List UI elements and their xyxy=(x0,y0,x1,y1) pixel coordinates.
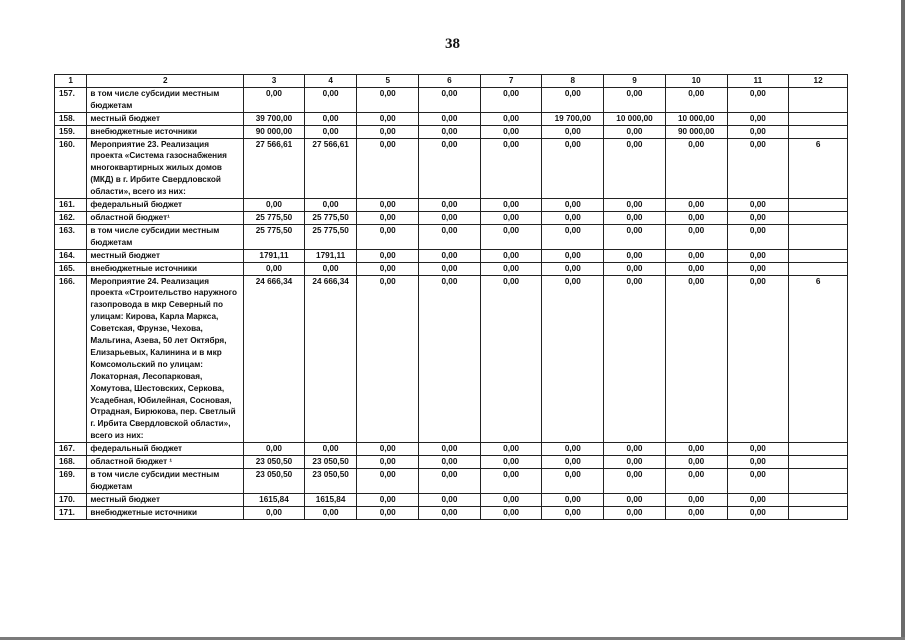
value-cell: 0,00 xyxy=(480,443,542,456)
column-number-header: 12 xyxy=(789,75,848,88)
value-cell: 0,00 xyxy=(604,275,666,443)
value-cell: 0,00 xyxy=(419,125,481,138)
value-cell: 0,00 xyxy=(727,87,789,112)
value-cell: 0,00 xyxy=(604,443,666,456)
value-cell: 6 xyxy=(789,138,848,199)
value-cell: 0,00 xyxy=(357,224,419,249)
row-name-cell: местный бюджет xyxy=(87,112,244,125)
value-cell: 0,00 xyxy=(727,275,789,443)
value-cell: 0,00 xyxy=(419,112,481,125)
value-cell: 0,00 xyxy=(304,87,357,112)
row-number-cell: 171. xyxy=(55,506,87,519)
table-row xyxy=(55,112,848,125)
table-row xyxy=(55,469,848,494)
value-cell: 0,00 xyxy=(665,506,727,519)
value-cell xyxy=(789,506,848,519)
value-cell: 0,00 xyxy=(419,138,481,199)
value-cell xyxy=(789,249,848,262)
row-name-cell: в том числе субсидии местным бюджетам xyxy=(87,224,244,249)
value-cell: 0,00 xyxy=(604,262,666,275)
value-cell: 0,00 xyxy=(304,262,357,275)
table-row xyxy=(55,199,848,212)
row-number-cell: 159. xyxy=(55,125,87,138)
value-cell: 23 050,50 xyxy=(304,456,357,469)
value-cell: 1791,11 xyxy=(244,249,305,262)
row-name-cell: внебюджетные источники xyxy=(87,262,244,275)
value-cell: 0,00 xyxy=(480,138,542,199)
value-cell: 0,00 xyxy=(727,211,789,224)
value-cell: 0,00 xyxy=(480,469,542,494)
value-cell: 0,00 xyxy=(604,249,666,262)
value-cell: 0,00 xyxy=(480,506,542,519)
value-cell: 90 000,00 xyxy=(665,125,727,138)
row-number-cell: 168. xyxy=(55,456,87,469)
value-cell: 0,00 xyxy=(665,456,727,469)
column-number-header: 5 xyxy=(357,75,419,88)
row-name-cell: в том числе субсидии местным бюджетам xyxy=(87,469,244,494)
value-cell: 0,00 xyxy=(604,456,666,469)
value-cell: 90 000,00 xyxy=(244,125,305,138)
value-cell: 0,00 xyxy=(419,199,481,212)
value-cell: 0,00 xyxy=(665,275,727,443)
value-cell: 0,00 xyxy=(357,443,419,456)
table-row xyxy=(55,262,848,275)
value-cell: 0,00 xyxy=(604,211,666,224)
value-cell: 27 566,61 xyxy=(304,138,357,199)
value-cell: 0,00 xyxy=(542,262,604,275)
value-cell: 0,00 xyxy=(665,211,727,224)
value-cell: 0,00 xyxy=(419,262,481,275)
value-cell: 0,00 xyxy=(727,138,789,199)
value-cell: 1615,84 xyxy=(304,493,357,506)
value-cell: 0,00 xyxy=(419,224,481,249)
row-name-cell: внебюджетные источники xyxy=(87,506,244,519)
value-cell: 0,00 xyxy=(604,506,666,519)
value-cell: 0,00 xyxy=(542,275,604,443)
value-cell: 0,00 xyxy=(665,469,727,494)
value-cell: 0,00 xyxy=(480,456,542,469)
value-cell: 0,00 xyxy=(357,493,419,506)
value-cell: 0,00 xyxy=(542,469,604,494)
table-row xyxy=(55,443,848,456)
value-cell xyxy=(789,443,848,456)
row-name-cell: областной бюджет¹ xyxy=(87,211,244,224)
value-cell: 25 775,50 xyxy=(244,211,305,224)
row-number-cell: 164. xyxy=(55,249,87,262)
value-cell: 0,00 xyxy=(542,249,604,262)
value-cell: 0,00 xyxy=(419,506,481,519)
value-cell xyxy=(789,469,848,494)
value-cell xyxy=(789,211,848,224)
value-cell: 0,00 xyxy=(419,456,481,469)
value-cell: 0,00 xyxy=(480,112,542,125)
row-name-cell: федеральный бюджет xyxy=(87,199,244,212)
value-cell: 0,00 xyxy=(357,199,419,212)
value-cell: 19 700,00 xyxy=(542,112,604,125)
table-row xyxy=(55,249,848,262)
value-cell: 0,00 xyxy=(480,125,542,138)
row-number-cell: 157. xyxy=(55,87,87,112)
value-cell: 0,00 xyxy=(727,199,789,212)
value-cell: 0,00 xyxy=(357,456,419,469)
value-cell: 0,00 xyxy=(727,125,789,138)
table-row xyxy=(55,224,848,249)
value-cell: 0,00 xyxy=(480,224,542,249)
row-name-cell: в том числе субсидии местным бюджетам xyxy=(87,87,244,112)
value-cell xyxy=(789,262,848,275)
row-number-cell: 161. xyxy=(55,199,87,212)
value-cell xyxy=(789,493,848,506)
value-cell: 0,00 xyxy=(357,469,419,494)
row-name-cell: Мероприятие 24. Реализация проекта «Строительство наружного газопровода в мкр Северный по улицам: Кирова, Карла Маркса, Советская, Фрунзе, Чехова, Мальгина, Азева, 50 лет Октября, Елизарьевых, Калинина и в мкр Комсомольский по улицам: Локаторная, Лесопарковая, Хомутова, Шестовских, Серкова, Усадебная, Юбилейная, Сосновая, Отрадная, Бирюкова, пер. Светлый г. Ирбита Свердловской области», всего из них: xyxy=(87,275,244,443)
row-name-cell: Мероприятие 23. Реализация проекта «Система газоснабжения многоквартирных жилых домов (МКД) в г. Ирбите Свердловской области», всего из них: xyxy=(87,138,244,199)
value-cell: 0,00 xyxy=(419,87,481,112)
value-cell: 0,00 xyxy=(604,199,666,212)
table-row xyxy=(55,211,848,224)
value-cell: 0,00 xyxy=(480,211,542,224)
value-cell: 10 000,00 xyxy=(604,112,666,125)
value-cell: 0,00 xyxy=(542,138,604,199)
table-row xyxy=(55,456,848,469)
row-number-cell: 169. xyxy=(55,469,87,494)
value-cell xyxy=(789,125,848,138)
row-name-cell: федеральный бюджет xyxy=(87,443,244,456)
value-cell: 25 775,50 xyxy=(304,224,357,249)
column-number-header: 9 xyxy=(604,75,666,88)
value-cell: 0,00 xyxy=(727,456,789,469)
value-cell: 0,00 xyxy=(727,224,789,249)
value-cell: 0,00 xyxy=(604,87,666,112)
row-name-cell: местный бюджет xyxy=(87,493,244,506)
value-cell: 0,00 xyxy=(357,262,419,275)
value-cell: 0,00 xyxy=(419,443,481,456)
value-cell: 0,00 xyxy=(357,275,419,443)
value-cell: 0,00 xyxy=(604,138,666,199)
row-number-cell: 158. xyxy=(55,112,87,125)
value-cell: 0,00 xyxy=(244,262,305,275)
value-cell: 24 666,34 xyxy=(244,275,305,443)
column-number-header: 11 xyxy=(727,75,789,88)
value-cell: 0,00 xyxy=(665,262,727,275)
budget-table xyxy=(54,74,848,520)
value-cell: 0,00 xyxy=(357,506,419,519)
value-cell: 0,00 xyxy=(727,469,789,494)
value-cell: 0,00 xyxy=(419,493,481,506)
value-cell: 0,00 xyxy=(244,199,305,212)
row-number-cell: 166. xyxy=(55,275,87,443)
value-cell: 0,00 xyxy=(419,211,481,224)
value-cell: 27 566,61 xyxy=(244,138,305,199)
value-cell: 24 666,34 xyxy=(304,275,357,443)
value-cell: 0,00 xyxy=(727,112,789,125)
value-cell: 0,00 xyxy=(304,199,357,212)
row-number-cell: 162. xyxy=(55,211,87,224)
value-cell xyxy=(789,224,848,249)
value-cell: 0,00 xyxy=(542,199,604,212)
value-cell: 0,00 xyxy=(542,443,604,456)
column-number-header: 3 xyxy=(244,75,305,88)
row-number-cell: 165. xyxy=(55,262,87,275)
value-cell: 0,00 xyxy=(542,125,604,138)
table-row xyxy=(55,493,848,506)
value-cell xyxy=(789,456,848,469)
value-cell xyxy=(789,199,848,212)
row-name-cell: областной бюджет ¹ xyxy=(87,456,244,469)
value-cell: 0,00 xyxy=(665,199,727,212)
value-cell: 1615,84 xyxy=(244,493,305,506)
table-row xyxy=(55,125,848,138)
value-cell: 0,00 xyxy=(665,493,727,506)
value-cell: 0,00 xyxy=(357,87,419,112)
value-cell: 0,00 xyxy=(604,469,666,494)
value-cell: 0,00 xyxy=(304,112,357,125)
value-cell: 39 700,00 xyxy=(244,112,305,125)
row-name-cell: местный бюджет xyxy=(87,249,244,262)
value-cell: 0,00 xyxy=(480,262,542,275)
value-cell: 0,00 xyxy=(665,249,727,262)
table-row xyxy=(55,275,848,443)
value-cell: 0,00 xyxy=(727,262,789,275)
value-cell: 0,00 xyxy=(665,443,727,456)
value-cell: 0,00 xyxy=(542,87,604,112)
value-cell: 25 775,50 xyxy=(244,224,305,249)
value-cell: 0,00 xyxy=(604,224,666,249)
column-number-header: 10 xyxy=(665,75,727,88)
value-cell: 0,00 xyxy=(542,493,604,506)
scan-edge-right xyxy=(901,0,905,640)
table-row xyxy=(55,138,848,199)
table-header-row xyxy=(55,75,848,88)
value-cell: 0,00 xyxy=(419,275,481,443)
value-cell: 0,00 xyxy=(480,275,542,443)
value-cell: 0,00 xyxy=(542,211,604,224)
column-number-header: 6 xyxy=(419,75,481,88)
value-cell: 0,00 xyxy=(304,506,357,519)
value-cell: 0,00 xyxy=(357,249,419,262)
value-cell: 0,00 xyxy=(357,112,419,125)
value-cell: 0,00 xyxy=(542,506,604,519)
value-cell: 0,00 xyxy=(480,87,542,112)
value-cell: 0,00 xyxy=(727,249,789,262)
value-cell: 0,00 xyxy=(304,443,357,456)
value-cell: 0,00 xyxy=(665,87,727,112)
value-cell: 0,00 xyxy=(480,249,542,262)
value-cell xyxy=(789,112,848,125)
value-cell: 0,00 xyxy=(727,506,789,519)
row-number-cell: 170. xyxy=(55,493,87,506)
column-number-header: 8 xyxy=(542,75,604,88)
value-cell: 25 775,50 xyxy=(304,211,357,224)
table-row xyxy=(55,87,848,112)
value-cell: 23 050,50 xyxy=(304,469,357,494)
row-number-cell: 160. xyxy=(55,138,87,199)
row-number-cell: 167. xyxy=(55,443,87,456)
value-cell: 1791,11 xyxy=(304,249,357,262)
row-number-cell: 163. xyxy=(55,224,87,249)
value-cell: 0,00 xyxy=(244,87,305,112)
value-cell: 23 050,50 xyxy=(244,469,305,494)
row-name-cell: внебюджетные источники xyxy=(87,125,244,138)
value-cell: 0,00 xyxy=(357,125,419,138)
value-cell xyxy=(789,87,848,112)
column-number-header: 7 xyxy=(480,75,542,88)
value-cell: 10 000,00 xyxy=(665,112,727,125)
value-cell: 0,00 xyxy=(542,224,604,249)
value-cell: 0,00 xyxy=(480,493,542,506)
value-cell: 0,00 xyxy=(357,211,419,224)
page-number: 38 xyxy=(445,36,460,52)
value-cell: 0,00 xyxy=(604,125,666,138)
table-row xyxy=(55,506,848,519)
value-cell: 0,00 xyxy=(480,199,542,212)
value-cell: 0,00 xyxy=(604,493,666,506)
value-cell: 0,00 xyxy=(304,125,357,138)
value-cell: 0,00 xyxy=(727,443,789,456)
value-cell: 0,00 xyxy=(419,249,481,262)
value-cell: 0,00 xyxy=(727,493,789,506)
value-cell: 0,00 xyxy=(244,506,305,519)
column-number-header: 1 xyxy=(55,75,87,88)
column-number-header: 4 xyxy=(304,75,357,88)
value-cell: 0,00 xyxy=(542,456,604,469)
value-cell: 0,00 xyxy=(244,443,305,456)
value-cell: 0,00 xyxy=(419,469,481,494)
column-number-header: 2 xyxy=(87,75,244,88)
value-cell: 0,00 xyxy=(665,138,727,199)
value-cell: 23 050,50 xyxy=(244,456,305,469)
value-cell: 0,00 xyxy=(665,224,727,249)
value-cell: 6 xyxy=(789,275,848,443)
value-cell: 0,00 xyxy=(357,138,419,199)
